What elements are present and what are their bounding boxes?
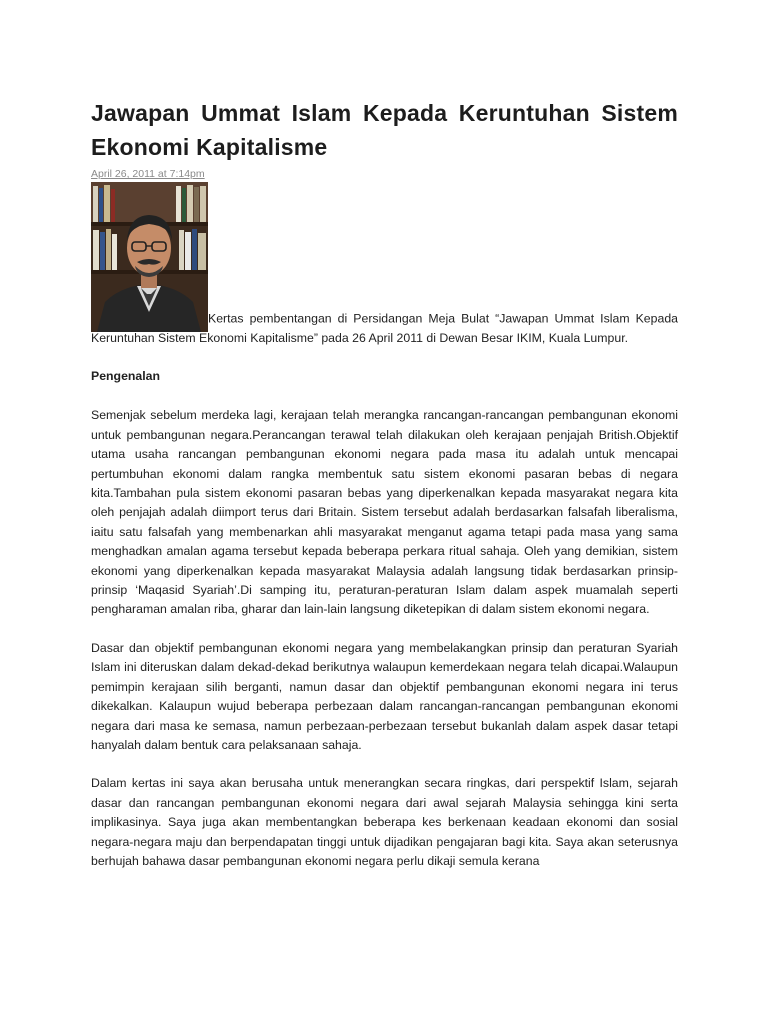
article-title: Jawapan Ummat Islam Kepada Keruntuhan Sistem Ekonomi Kapitalisme	[91, 100, 678, 160]
body-paragraph: Dalam kertas ini saya akan berusaha untuk menerangkan secara ringkas, dari perspektif Islam, sejarah dasar dan rancangan pembangunan ekonomi negara dari awal sejarah Malaysia sehingga kini serta implikasinya. Saya juga akan membentangkan beberapa kes berkenaan keadaan ekonomi dan sosial negara-negara maju dan berpendapatan tinggi untuk dijadikan pengajaran bagi kita. Saya akan seterusnya berhujah bahawa dasar pembangunan ekonomi negara perlu dikaji semula kerana	[91, 776, 678, 868]
body-paragraph: Dasar dan objektif pembangunan ekonomi negara yang membelakangkan prinsip dan peraturan Syariah Islam ini diteruskan dalam dekad-dekad berikutnya walaupun kemerdekaan negara telah dicapai.Walaupun pemimpin kerajaan silih berganti, namun dasar dan objektif pembangunan ekonomi negara ini terus dikekalkan. Kalaupun wujud beberapa perbezaan dalam rancangan-rancangan pembangunan ekonomi negara dari masa ke semasa, namun perbezaan-perbezaan tersebut bukanlah dalam aspek dasar tetapi hanyalah dalam bentuk cara pelaksanaan sahaja.	[91, 640, 678, 752]
section-heading: Pengenalan	[91, 369, 161, 384]
author-photo	[91, 182, 208, 332]
intro-text: Kertas pembentangan di Persidangan Meja Bulat “Jawapan Ummat Islam Kepada Keruntuhan Sistem Ekonomi Kapitalisme” pada 26 April 2011 di Dewan Besar IKIM, Kuala Lumpur.	[91, 311, 678, 345]
body-paragraph: Semenjak sebelum merdeka lagi, kerajaan telah merangka rancangan-rancangan pembangunan ekonomi untuk pembangunan negara.Perancangan terawal telah dilakukan oleh kerajaan penjajah British.Objektif utama usaha rancangan pembangunan ekonomi negara pada masa itu adalah untuk mencapai pertumbuhan ekonomi dalam rangka membentuk satu sistem ekonomi pasaran bebas di negara kita.Tambahan pula sistem ekonomi pasaran bebas yang diperkenalkan kepada masyarakat negara kita oleh penjajah adalah diimport terus dari Britain. Sistem tersebut adalah berdasarkan falsafah liberalisma, iaitu satu falsafah yang membenarkan ahli masyarakat menganut agama tetapi pada masa yang sama menghadkan amalan agama tersebut kepada beberapa perkara ritual sahaja. Oleh yang demikian, sistem ekonomi yang diperkenalkan kepada masyarakat Malaysia adalah langsung tidak berdasarkan prinsip-prinsip ‘Maqasid Syariah’.Di samping itu, peraturan-peraturan Islam dalam aspek muamalah seperti pengharaman amalan riba, gharar dan lain-lain langsung diketepikan di dalam sistem ekonomi negara.	[91, 408, 678, 617]
article	[91, 96, 678, 871]
article-date-link[interactable]: April 26, 2011 at 7:14pm	[91, 168, 205, 180]
intro-paragraph	[91, 182, 678, 348]
